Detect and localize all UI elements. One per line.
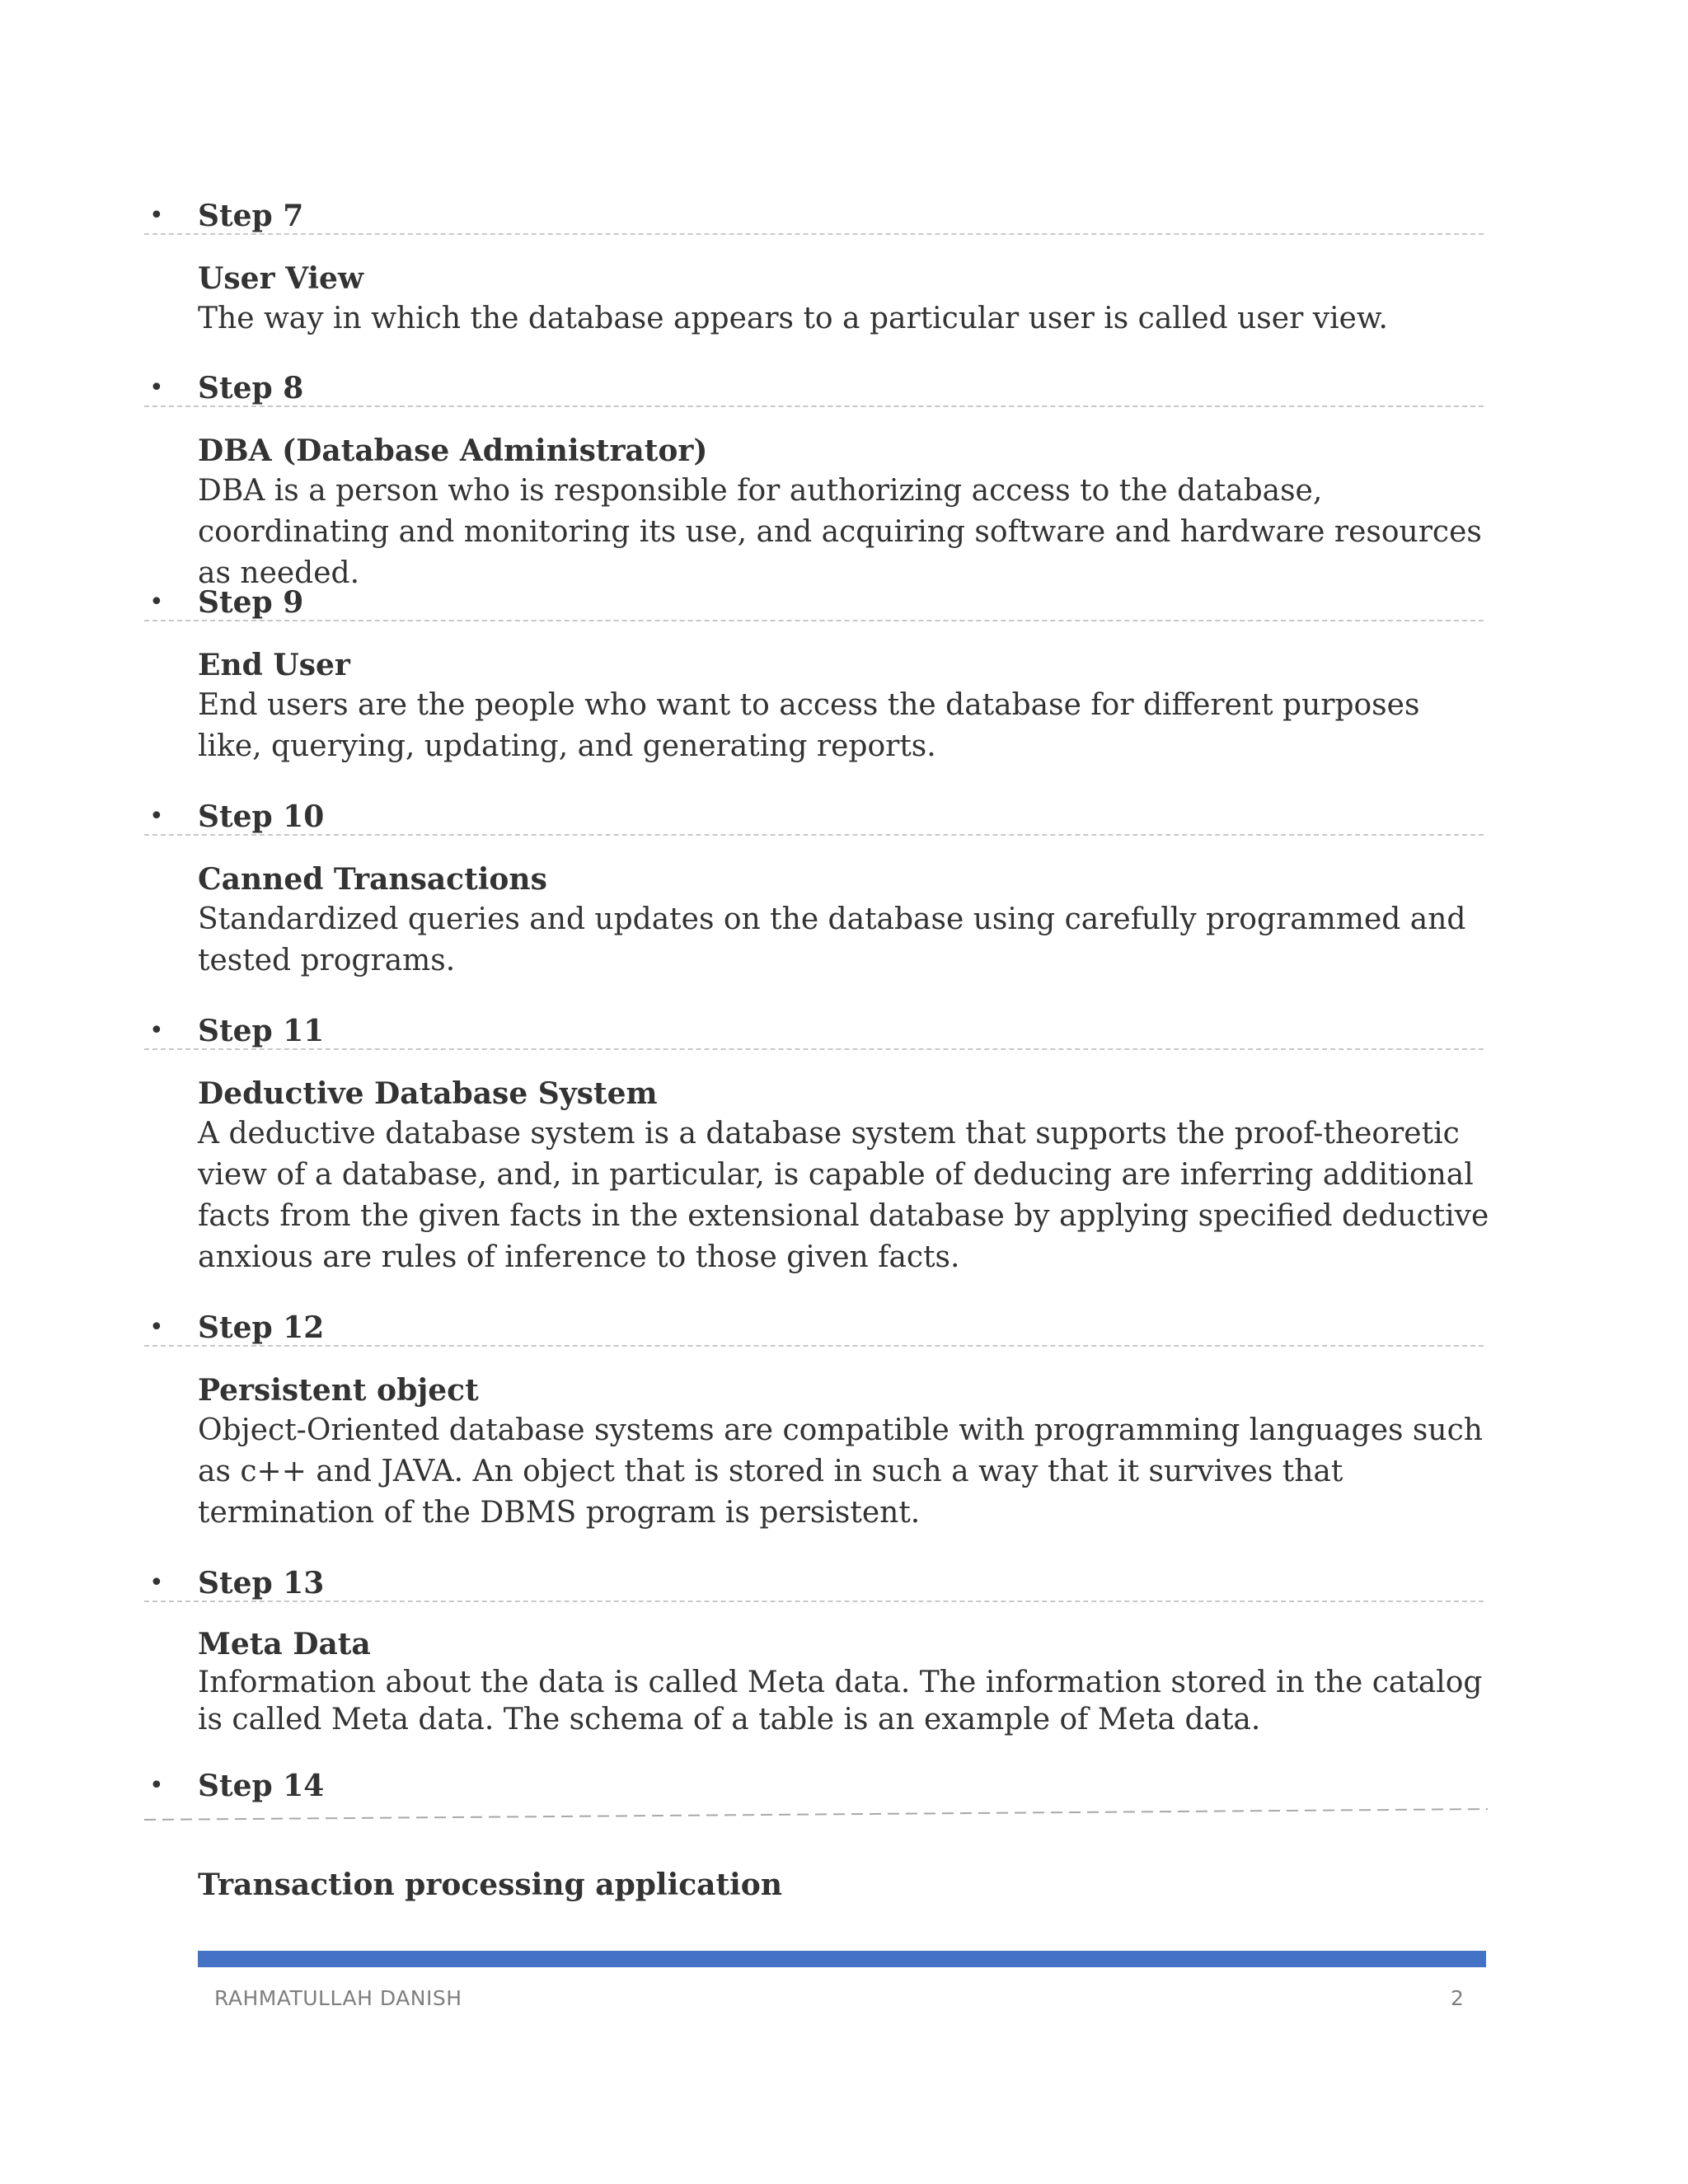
entry-title: Transaction processing application xyxy=(198,1868,782,1902)
step-label: Step 11 xyxy=(198,1014,325,1048)
footer-author: RAHMATULLAH DANISH xyxy=(214,1986,462,2010)
step-heading-row xyxy=(144,1015,1484,1047)
dashed-divider xyxy=(144,620,1484,621)
entry-description: A deductive database system is a database system that supports the proof-theoretic view of a database, and, in particular, is capable of deducing are inferring additional facts from the given facts in the extensional database by applying specified deductive anxious are rules of inference to those given facts. xyxy=(198,1117,1489,1274)
step-item xyxy=(144,1014,1489,1286)
entry-title: Persistent object xyxy=(198,1373,479,1408)
step-label: Step 13 xyxy=(198,1566,325,1601)
entry-description: End users are the people who want to access the database for different purposes like, querying, updating, and generating reports. xyxy=(198,688,1420,763)
step-heading-row xyxy=(144,800,1484,833)
step-heading-row xyxy=(144,372,1484,405)
step-item xyxy=(144,586,1484,776)
step-label: Step 14 xyxy=(198,1769,325,1803)
step-heading-row xyxy=(144,1567,1484,1600)
bullet-icon: • xyxy=(149,588,164,616)
bullet-icon: • xyxy=(149,802,164,831)
step-label: Step 10 xyxy=(198,799,325,834)
bullet-icon: • xyxy=(149,1313,164,1342)
bullet-icon: • xyxy=(149,201,164,230)
step-label: Step 9 xyxy=(198,585,304,620)
entry-title: End User xyxy=(198,648,350,682)
step-heading-row xyxy=(144,1311,1484,1344)
dashed-divider xyxy=(144,1048,1484,1050)
step-item xyxy=(144,1567,1484,1748)
dashed-divider-slanted xyxy=(144,1807,1488,1823)
entry-description: Standardized queries and updates on the database using carefully programmed and tested programs. xyxy=(198,902,1466,977)
step-heading-row xyxy=(144,1769,1484,1802)
entry-title: Canned Transactions xyxy=(198,862,547,897)
step-heading-row xyxy=(144,586,1484,619)
footer-bar xyxy=(198,1951,1486,1967)
entry-description: Information about the data is called Meta data. The information stored in the catalog is called Meta data. The schema of a table is an example of Meta data. xyxy=(198,1666,1483,1736)
bullet-icon: • xyxy=(149,1016,164,1045)
step-label: Step 8 xyxy=(198,371,304,405)
step-item xyxy=(144,1311,1484,1542)
step-item xyxy=(144,800,1484,990)
entry-description: DBA is a person who is responsible for authorizing access to the database, coordinating and monitoring its use, and acquiring software and hardware resources as needed. xyxy=(198,474,1482,590)
step-item xyxy=(144,1769,1484,1918)
entry-title: Meta Data xyxy=(198,1627,371,1661)
step-label: Step 7 xyxy=(198,199,304,233)
entry-title: DBA (Database Administrator) xyxy=(198,434,708,468)
page-number: 2 xyxy=(1451,1986,1464,2010)
entry-title: Deductive Database System xyxy=(198,1076,658,1111)
step-heading-row xyxy=(144,199,1484,232)
bullet-icon: • xyxy=(149,373,164,402)
step-item xyxy=(144,199,1484,348)
dashed-divider xyxy=(144,1601,1484,1602)
dashed-divider xyxy=(144,233,1484,235)
entry-title: User View xyxy=(198,261,363,296)
bullet-icon: • xyxy=(149,1568,164,1597)
entry-description: Object-Oriented database systems are compatible with programming languages such as c++ and JAVA. An object that is stored in such a way that it survives that termination of the DBMS program is persistent. xyxy=(198,1413,1483,1530)
dashed-divider xyxy=(144,405,1484,407)
entry-description: The way in which the database appears to a particular user is called user view. xyxy=(198,302,1388,335)
bullet-icon: • xyxy=(149,1771,164,1800)
dashed-divider xyxy=(144,834,1484,836)
dashed-divider xyxy=(144,1345,1484,1347)
step-label: Step 12 xyxy=(198,1310,325,1345)
step-item xyxy=(144,371,1484,590)
